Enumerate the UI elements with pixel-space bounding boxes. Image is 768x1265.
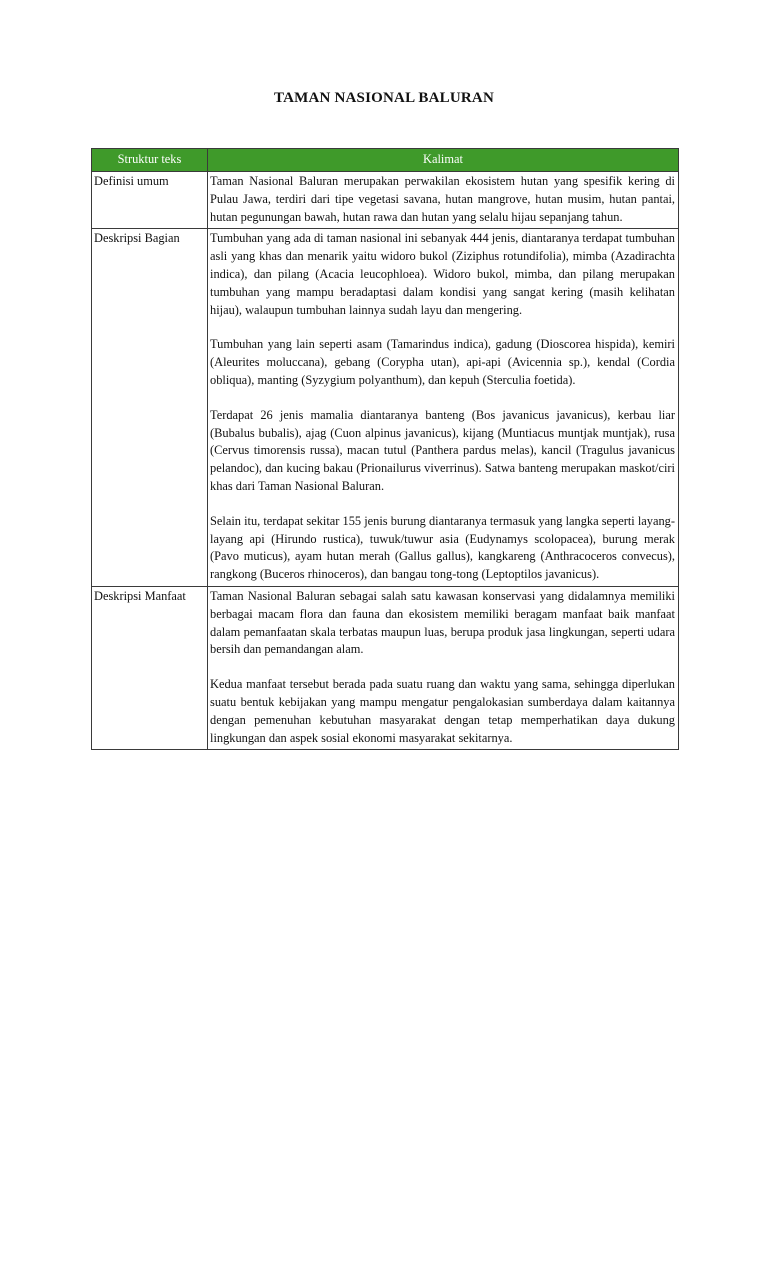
header-kalimat: Kalimat <box>208 149 679 172</box>
table-row-deskripsi-bagian <box>92 229 679 587</box>
row-content <box>208 172 679 229</box>
row-content <box>208 586 679 749</box>
header-struktur-teks: Struktur teks <box>92 149 208 172</box>
table-row-definisi-umum <box>92 172 679 229</box>
text-structure-table <box>91 148 679 750</box>
row-content <box>208 229 679 587</box>
table-row-deskripsi-manfaat <box>92 586 679 749</box>
paragraph: Tumbuhan yang lain seperti asam (Tamarindus indica), gadung (Dioscorea hispida), kemiri (Aleurites moluccana), gebang (Corypha utan), api-api (Avicennia sp.), kendal (Cordia obliqua), manting (Syzygium polyanthum), dan kepuh (Sterculia foetida). <box>210 337 675 387</box>
row-label: Definisi umum <box>92 172 208 229</box>
document-title: TAMAN NASIONAL BALURAN <box>274 90 494 106</box>
paragraph: Taman Nasional Baluran sebagai salah satu kawasan konservasi yang didalamnya memiliki berbagai macam flora dan fauna dan ekosistem memiliki beragam manfaat baik manfaat dalam pemanfaatan skala terbatas maupun luas, berupa produk jasa lingkungan, seperti udara bersih dan pemandangan alam. <box>210 588 675 657</box>
paragraph: Terdapat 26 jenis mamalia diantaranya banteng (Bos javanicus javanicus), kerbau liar (Bubalus bubalis), ajag (Cuon alpinus javanicus), kijang (Muntiacus muntjak muntjak), rusa (Cervus timorensis russa), macan tutul (Panthera pardus melas), kancil (Tragulus javanicus pelandoc), dan kucing bakau (Prionailurus viverrinus). Satwa banteng merupakan maskot/ciri khas dari Taman Nasional Baluran. <box>210 407 675 493</box>
paragraph: Taman Nasional Baluran merupakan perwakilan ekosistem hutan yang spesifik kering di Pulau Jawa, terdiri dari tipe vegetasi savana, hutan mangrove, hutan musim, hutan pantai, hutan pegunungan bawah, hutan rawa dan hutan yang selalu hijau sepanjang tahun. <box>210 174 675 224</box>
table-header-row <box>92 149 679 172</box>
paragraph: Selain itu, terdapat sekitar 155 jenis burung diantaranya termasuk yang langka seperti layang-layang api (Hirundo rustica), tuwuk/tuwur asia (Eudynamys scolopacea), burung merak (Pavo muticus), ayam hutan merah (Gallus gallus), kangkareng (Anthracoceros convecus), rangkong (Buceros rhinoceros), dan bangau tong-tong (Leptoptilos javanicus). <box>210 513 675 582</box>
row-label: Deskripsi Manfaat <box>92 586 208 749</box>
paragraph: Kedua manfaat tersebut berada pada suatu ruang dan waktu yang sama, sehingga diperlukan suatu bentuk kebijakan yang mampu mengatur pengalokasian sumberdaya dalam kaitannya dengan pemenuhan kebutuhan masyarakat dengan tetap memperhatikan daya dukung lingkungan dan aspek sosial ekonomi masyarakat sekitarnya. <box>210 677 675 745</box>
paragraph: Tumbuhan yang ada di taman nasional ini sebanyak 444 jenis, diantaranya terdapat tumbuhan asli yang khas dan menarik yaitu widoro bukol (Ziziphus rotundifolia), mimba (Azadirachta indica), dan pilang (Acacia leucophloea). Widoro bukol, mimba, dan pilang merupakan tumbuhan yang mampu beradaptasi dalam kondisi yang sangat kering (masih kelihatan hijau), walaupun tumbuhan lainnya sudah layu dan mengering. <box>210 231 675 317</box>
row-label: Deskripsi Bagian <box>92 229 208 587</box>
